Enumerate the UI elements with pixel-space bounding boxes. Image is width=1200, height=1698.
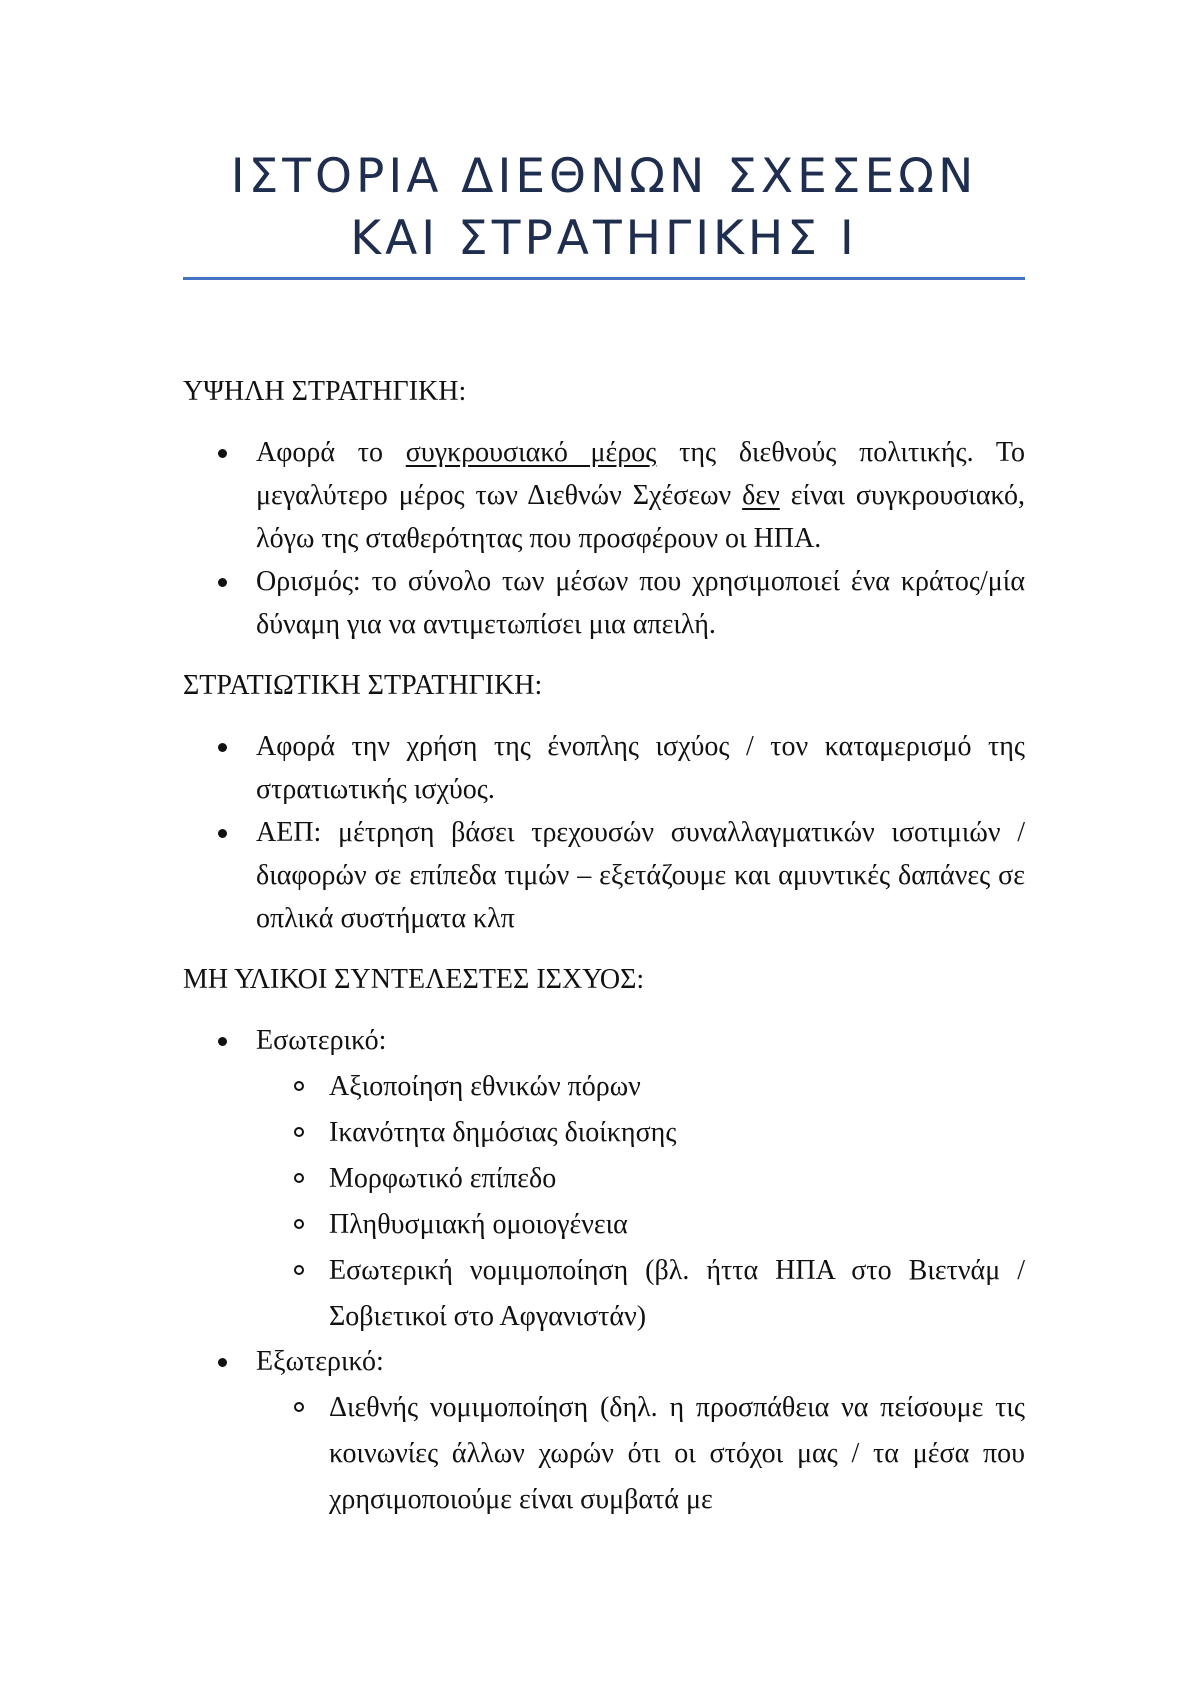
- bullet-icon: [218, 743, 227, 752]
- underlined-text: συγκρουσιακό μέρος: [405, 437, 657, 468]
- section-heading-high-strategy: ΥΨΗΛΗ ΣΤΡΑΤΗΓΙΚΗ:: [183, 376, 467, 407]
- sub-list-item: [256, 1156, 1025, 1202]
- bullet-icon: [218, 829, 227, 838]
- text-run: Αφορά το: [256, 437, 406, 468]
- list-item: [183, 725, 1025, 811]
- bullet-icon: [218, 1358, 227, 1367]
- list-item-text: Ορισμός: το σύνολο των μέσων που χρησιμοποιεί ένα κράτος/μία δύναμη για να αντιμετωπίσει μια απειλή.: [256, 566, 1025, 640]
- sub-item-text: Εσωτερική νομιμοποίηση (βλ. ήττα ΗΠΑ στο Βιετνάμ / Σοβιετικοί στο Αφγανιστάν): [329, 1255, 1025, 1332]
- title-line-1: ΙΣΤΟΡΙΑ ΔΙΕΘΝΩΝ ΣΧΕΣΕΩΝ: [230, 149, 978, 204]
- sub-list-item: [256, 1110, 1025, 1156]
- circle-bullet-icon: [294, 1402, 304, 1412]
- bullet-icon: [218, 449, 227, 458]
- non-material-list: [183, 1019, 1025, 1523]
- bullet-icon: [218, 1037, 227, 1046]
- circle-bullet-icon: [294, 1173, 304, 1183]
- title-line-2: ΚΑΙ ΣΤΡΑΤΗΓΙΚΗΣ Ι: [350, 211, 858, 266]
- circle-bullet-icon: [294, 1265, 304, 1275]
- sub-item-text: Αξιοποίηση εθνικών πόρων: [329, 1071, 641, 1102]
- document-title: [183, 146, 1025, 270]
- list-item-external: [183, 1340, 1025, 1523]
- sub-item-text: Διεθνής νομιμοποίηση (δηλ. η προσπάθεια να πείσουμε τις κοινωνίες άλλων χωρών ότι οι στόχοι μας / τα μέσα που χρησιμοποιούμε είναι συμβατά με: [329, 1392, 1025, 1515]
- sub-item-text: Μορφωτικό επίπεδο: [329, 1163, 557, 1194]
- circle-bullet-icon: [294, 1127, 304, 1137]
- list-item-text: ΑΕΠ: μέτρηση βάσει τρεχουσών συναλλαγματικών ισοτιμιών / διαφορών σε επίπεδα τιμών – εξετάζουμε και αμυντικές δαπάνες σε οπλικά συστήματα κλπ: [256, 817, 1025, 934]
- sub-list-item: [256, 1385, 1025, 1523]
- internal-sub-list: [256, 1064, 1025, 1340]
- section-heading-military-strategy: ΣΤΡΑΤΙΩΤΙΚΗ ΣΤΡΑΤΗΓΙΚΗ:: [183, 670, 543, 701]
- sub-list-item: [256, 1248, 1025, 1340]
- sub-item-text: Πληθυσμιακή ομοιογένεια: [329, 1209, 628, 1240]
- list-item-label: Εξωτερικό:: [256, 1346, 384, 1377]
- list-item: [183, 431, 1025, 560]
- sub-list-item: [256, 1202, 1025, 1248]
- circle-bullet-icon: [294, 1219, 304, 1229]
- list-item-internal: [183, 1019, 1025, 1340]
- bullet-icon: [218, 578, 227, 587]
- high-strategy-list: [183, 431, 1025, 646]
- section-heading-non-material-factors: ΜΗ ΥΛΙΚΟΙ ΣΥΝΤΕΛΕΣΤΕΣ ΙΣΧΥΟΣ:: [183, 964, 645, 995]
- underlined-text: δεν: [742, 480, 780, 511]
- title-underline-rule: [183, 277, 1025, 280]
- sub-item-text: Ικανότητα δημόσιας διοίκησης: [329, 1117, 677, 1148]
- list-item-text: Αφορά την χρήση της ένοπλης ισχύος / τον καταμερισμό της στρατιωτικής ισχύος.: [256, 731, 1025, 805]
- list-item: [183, 560, 1025, 646]
- circle-bullet-icon: [294, 1081, 304, 1091]
- list-item: [183, 811, 1025, 940]
- document-body: [183, 370, 1025, 1523]
- military-strategy-list: [183, 725, 1025, 940]
- text-run: είναι συγκρουσιακό, λόγω της σταθερότητας που προσφέρουν οι ΗΠΑ.: [256, 480, 1025, 554]
- text-run: της διεθνούς πολιτικής. Το μεγαλύτερο μέρος των Διεθνών Σχέσεων: [256, 437, 1025, 511]
- external-sub-list: [256, 1385, 1025, 1523]
- list-item-label: Εσωτερικό:: [256, 1025, 387, 1056]
- sub-list-item: [256, 1064, 1025, 1110]
